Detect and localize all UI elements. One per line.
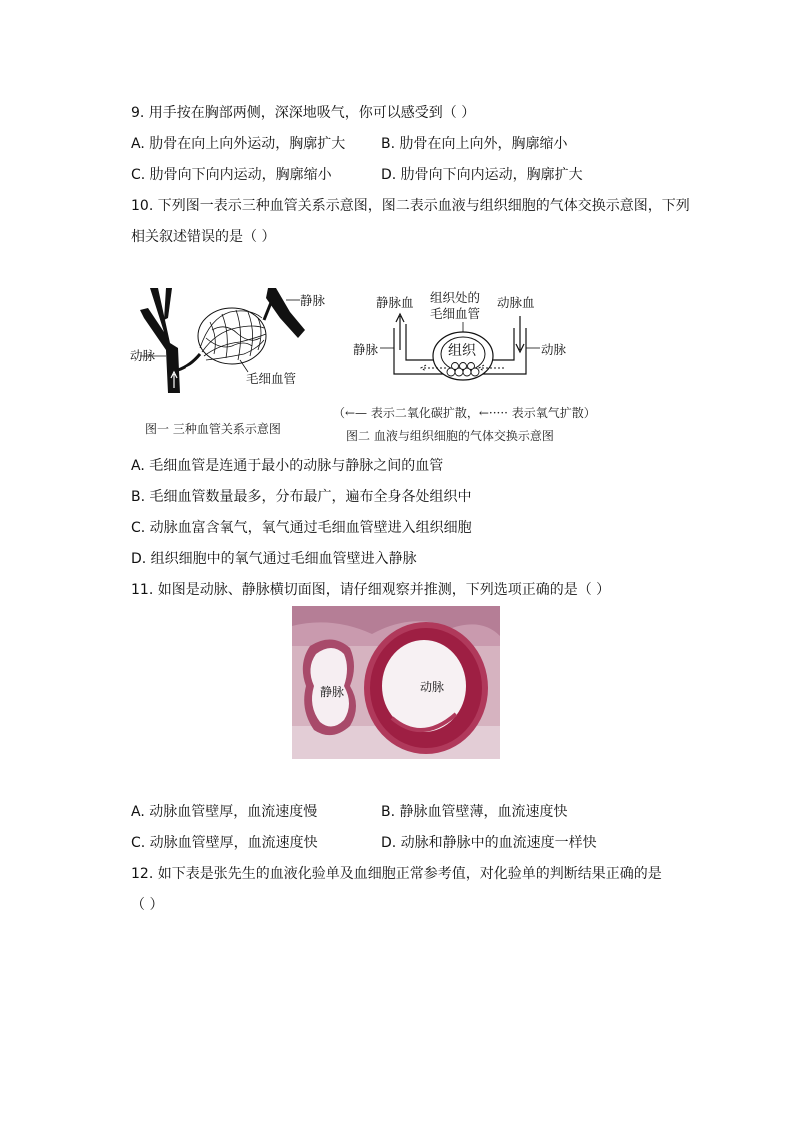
q11-option-d[interactable]: D. 动脉和静脉中的血流速度一样快	[381, 835, 597, 851]
q10-option-c[interactable]: C. 动脉血富含氧气，氧气通过毛细血管壁进入组织细胞	[131, 520, 472, 536]
figure1-label-vein: 静脉	[300, 293, 326, 308]
question-11-stem: 11. 如图是动脉、静脉横切面图，请仔细观察并推测，下列选项正确的是（ ）	[131, 582, 611, 598]
photo-label-artery: 动脉	[420, 680, 445, 694]
figure1-label-capillary: 毛细血管	[246, 371, 297, 386]
q11-option-b[interactable]: B. 静脉血管壁薄，血流速度快	[381, 804, 568, 820]
question-12-stem-line2: （ ）	[131, 897, 164, 913]
question-10-stem-line2: 相关叙述错误的是（ ）	[131, 229, 276, 245]
q11-option-c[interactable]: C. 动脉血管壁厚，血流速度快	[131, 835, 318, 851]
question-9-stem: 9. 用手按在胸部两侧，深深地吸气，你可以感受到（ ）	[131, 105, 476, 121]
q11-option-a[interactable]: A. 动脉血管壁厚，血流速度慢	[131, 804, 318, 820]
figure1-label-artery: 动脉	[130, 348, 156, 363]
question-12-stem-line1: 12. 如下表是张先生的血液化验单及血细胞正常参考值，对化验单的判断结果正确的是	[131, 866, 662, 882]
q10-option-a[interactable]: A. 毛细血管是连通于最小的动脉与静脉之间的血管	[131, 458, 444, 474]
q10-option-d[interactable]: D. 组织细胞中的氧气通过毛细血管壁进入静脉	[131, 551, 417, 567]
q9-option-c[interactable]: C. 肋骨向下向内运动，胸廓缩小	[131, 167, 332, 183]
figure2-label-venous-blood: 静脉血	[376, 295, 414, 310]
q9-option-a[interactable]: A. 肋骨在向上向外运动，胸廓扩大	[131, 136, 346, 152]
figure2-label-vein: 静脉	[353, 342, 379, 357]
figure2-label-tissue: 组织	[448, 343, 476, 359]
vessel-cross-section-photo	[292, 606, 500, 759]
photo-label-vein: 静脉	[320, 685, 345, 699]
figure2-label-tissue-capillary-2: 毛细血管	[430, 306, 481, 321]
figure2-label-tissue-capillary-1: 组织处的	[430, 290, 481, 305]
question-10-stem-line1: 10. 下列图一表示三种血管关系示意图，图二表示血液与组织细胞的气体交换示意图，下列	[131, 198, 690, 214]
figure2-caption: 图二 血液与组织细胞的气体交换示意图	[346, 429, 554, 443]
figure2-legend: （←— 表示二氧化碳扩散，←····· 表示氧气扩散）	[333, 406, 596, 420]
q9-option-d[interactable]: D. 肋骨向下向内运动，胸廓扩大	[381, 167, 583, 183]
figure1-caption: 图一 三种血管关系示意图	[145, 422, 281, 436]
figure2-label-arterial-blood: 动脉血	[497, 295, 535, 310]
figure2-label-artery: 动脉	[541, 342, 567, 357]
q10-option-b[interactable]: B. 毛细血管数量最多，分布最广，遍布全身各处组织中	[131, 489, 472, 505]
q9-option-b[interactable]: B. 肋骨在向上向外，胸廓缩小	[381, 136, 568, 152]
